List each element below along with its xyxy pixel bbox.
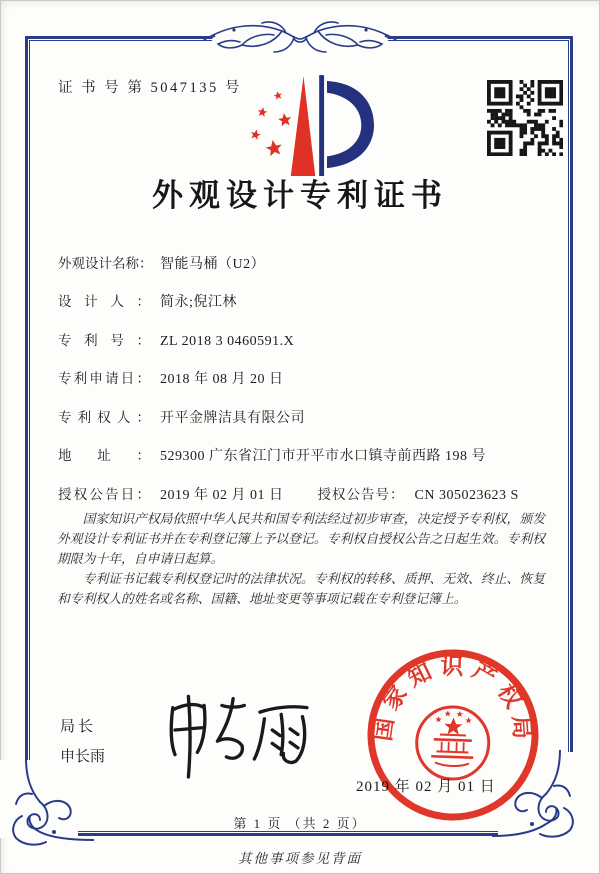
field-label: 授权公告日：: [58, 487, 150, 502]
field-label: 专利权人：: [58, 410, 150, 425]
field-address: [58, 444, 486, 465]
page-number: 第 1 页 （共 2 页）: [233, 816, 367, 831]
field-application-date: [58, 367, 284, 388]
field-value: ZL 2018 3 0460591.X: [160, 334, 295, 349]
qr-code: [487, 80, 563, 156]
legal-text: [57, 509, 545, 609]
back-side-note: 其他事项参见背面: [238, 851, 362, 866]
field-label: 设计人：: [58, 294, 150, 309]
field-value: 简永;倪江林: [160, 295, 237, 310]
field-label: 外观设计名称：: [58, 256, 153, 271]
field-patentee: [58, 406, 305, 427]
field-value-2: CN 305023623 S: [414, 488, 519, 503]
seal-arc-text-slot: 国家知识产权局: [370, 653, 536, 747]
commissioner-title: 局长: [60, 719, 97, 735]
field-label-2: 授权公告号：: [317, 487, 405, 502]
seal-date: 2019 年 02 月 01 日: [356, 779, 496, 795]
commissioner-handwritten-signature: [148, 692, 316, 787]
field-designer: [58, 290, 237, 311]
field-value: 智能马桶（U2）: [160, 257, 266, 272]
field-label: 地址：: [58, 448, 150, 463]
field-label: 专利申请日：: [58, 371, 150, 386]
field-value: 2018 年 08 月 20 日: [160, 372, 284, 387]
cnipa-patent-logo-icon: [233, 74, 375, 180]
svg-text:国家知识产权局: [370, 651, 538, 747]
certificate-number: 证 书 号 第 5047135 号: [58, 80, 242, 96]
commissioner-block: [60, 712, 105, 772]
field-patent-number: [58, 329, 294, 350]
legal-paragraph-1: 国家知识产权局依照中华人民共和国专利法经过初步审查，决定授予专利权，颁发外观设计专利证书并在专利登记簿上予以登记。专利权自授权公告之日起生效。专利权期限为十年，自申请日起算。: [57, 512, 545, 566]
field-value: 开平金牌洁具有限公司: [160, 411, 305, 426]
field-grant-date-and-number: [58, 483, 519, 504]
field-value: 529300 广东省江门市开平市水口镇寺前西路 198 号: [160, 449, 486, 464]
field-value: 2019 年 02 月 01 日: [160, 488, 284, 503]
top-flourish-ornament: [190, 16, 410, 62]
field-label: 专利号：: [58, 333, 150, 348]
legal-paragraph-2: 专利证书记载专利权登记时的法律状况。专利权的转移、质押、无效、终止、恢复和专利权人的姓名或名称、国籍、地址变更等事项记载在专利登记簿上。: [57, 572, 545, 606]
field-design-name: [58, 252, 265, 273]
cnipa-red-seal: [363, 645, 543, 825]
commissioner-name: 申长雨: [60, 749, 106, 765]
certificate-title: 外观设计专利证书: [152, 178, 448, 213]
